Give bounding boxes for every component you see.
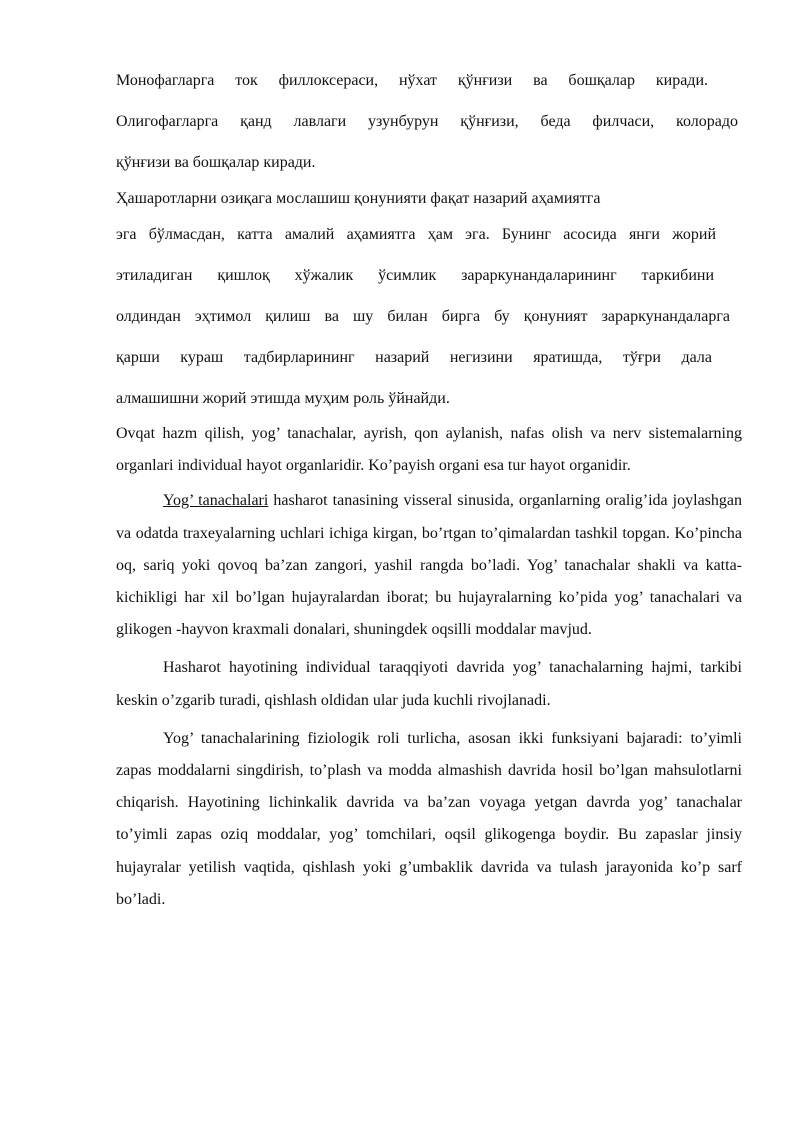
document-page	[116, 70, 742, 916]
text-line: олдиндан эҳтимол қилиш ва шу билан бирга бу қонуният зараркунандаларга	[116, 308, 730, 325]
underlined-term: Yog’ tanachalari	[163, 492, 269, 510]
paragraph-organs: Ovqat hazm qilish, yog’ tanachalar, ayrish, qon aylanish, nafas olish va nerv sistemalarning organlari individual hayot organlaridir. Ko’payish organi esa tur hayot organidir.	[116, 425, 742, 475]
paragraph-physiology: Yog’ tanachalarining fiziologik roli turlicha, asosan ikki funksiyani bajaradi: to’yimli zapas moddalarni singdirish, to’plash va modda almashish davrida hosil bo’lgan mahsulotlarni chiqarish. Hayotining lichinkalik davrida va ba’zan voyaga yetgan davrda yog’ tanachalar to’yimli zapas oziq moddalar, yog’ tomchilari, oqsil glikogenga boydir. Bu zapaslar jinsiy hujayralar yetilish vaqtida, qishlash yoki g’umbaklik davrida va tulash jarayonida ko’p sarf bo’ladi.	[116, 729, 742, 908]
text-line: Монофагларга ток филлоксераси, нўхат қўнғизи ва бошқалар киради.	[116, 72, 708, 89]
text-line: Олигофагларга қанд лавлаги узунбурун қўнғизи, беда филчаси, колорадо	[116, 113, 738, 130]
cyrillic-section	[116, 70, 742, 410]
text-line: этиладиган қишлоқ хўжалик ўсимлик зараркунандаларининг таркибини	[116, 267, 714, 284]
text-line: Ҳашаротларни озиқага мослашиш қонунияти фақат назарий аҳамиятга	[116, 190, 601, 207]
paragraph-text: hasharot tanasining visseral sinusida, organlarning oralig’ida joylashgan va odatda traxeyalarning uchlari ichiga kirgan, bo’rtgan to’qimalardan tashkil topgan. Ko’pincha oq, sariq yoki qovoq ba’zan zangori, yashil rangda bo’ladi. Yog’ tanachalar shakli va katta-kichikligi har xil bo’lgan hujayralardan iborat; bu hujayralarning ko’pida yog’ tanachalari va glikogen -hayvon kraxmali donalari, shuningdek oqsilli moddalar mavjud.	[116, 492, 743, 639]
text-line: қўнғизи ва бошқалар киради.	[116, 154, 316, 171]
text-line: қарши кураш тадбирларининг назарий негизини яратишда, тўғри дала	[116, 349, 712, 366]
paragraph-development: Hasharot hayotining individual taraqqiyoti davrida yog’ tanachalarning hajmi, tarkibi keskin o’zgarib turadi, qishlash oldidan ular juda kuchli rivojlanadi.	[116, 659, 742, 709]
paragraph-fat-bodies	[116, 485, 742, 646]
text-line: алмашишни жорий этишда муҳим роль ўйнайди.	[116, 390, 450, 407]
text-line: эга бўлмасдан, катта амалий аҳамиятга ҳам эга. Бунинг асосида янги жорий	[116, 226, 716, 243]
